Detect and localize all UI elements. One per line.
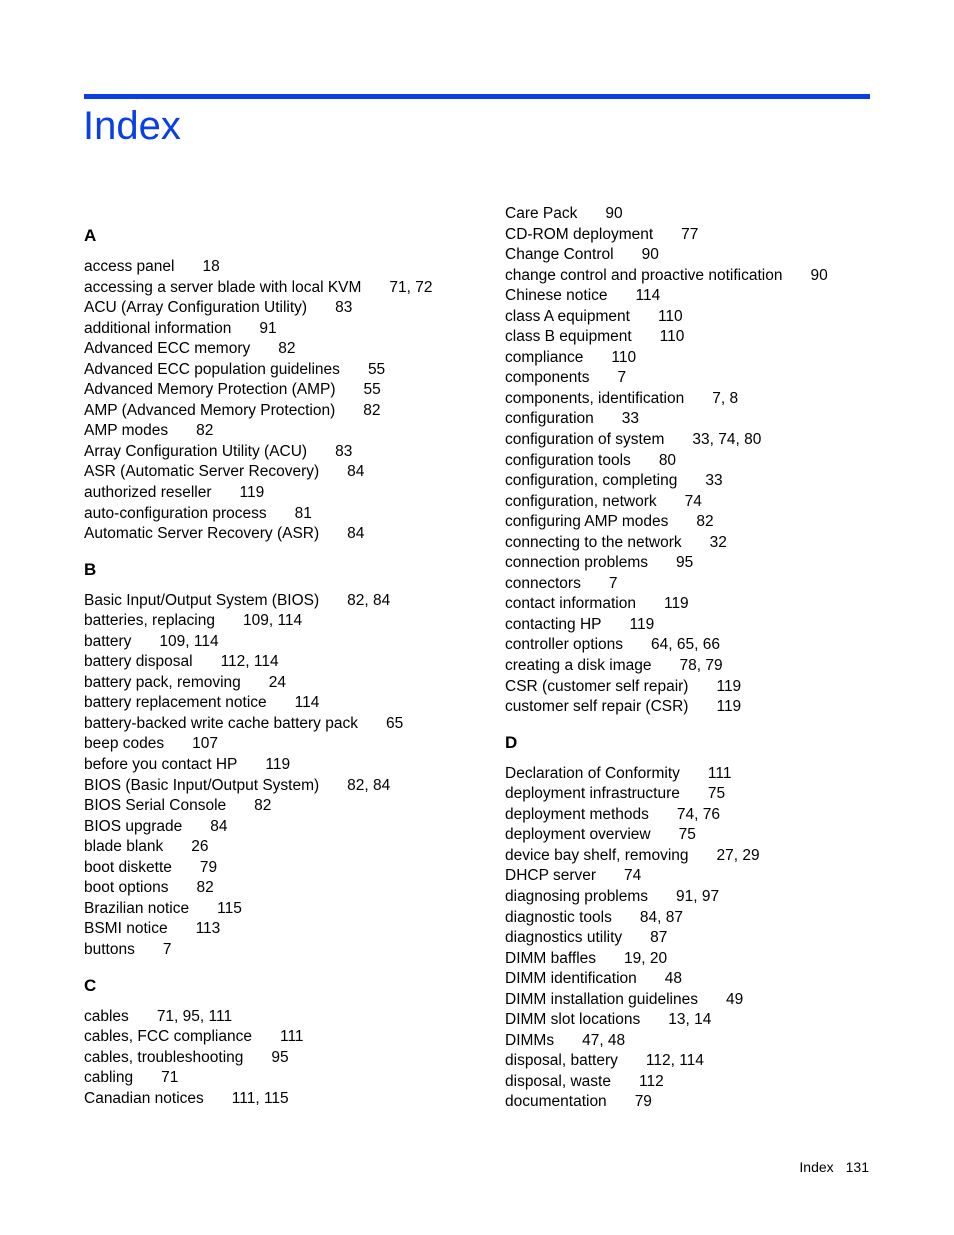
index-page-refs: 80 [658, 451, 677, 469]
index-term: Declaration of Conformity [505, 764, 680, 782]
index-page-refs: 55 [363, 381, 381, 399]
index-entry [84, 298, 484, 319]
footer-page-number: 131 [845, 1159, 869, 1175]
index-term: battery disposal [84, 653, 193, 671]
index-term: battery pack, removing [84, 673, 241, 691]
index-entry [84, 462, 484, 483]
index-term: accessing a server blade with local KVM [84, 278, 362, 296]
index-term: cabling [84, 1069, 134, 1087]
index-entry [505, 492, 905, 513]
index-term: CSR (customer self repair) [505, 677, 689, 695]
index-page-refs: 119 [663, 595, 689, 613]
section-letter-a: A [84, 226, 97, 245]
index-term: DIMM slot locations [505, 1011, 641, 1029]
index-page-refs: 82 [363, 401, 381, 419]
index-term: BIOS Serial Console [84, 797, 227, 815]
index-term: connection problems [505, 554, 649, 572]
index-term: beep codes [84, 735, 165, 753]
index-page-refs: 84 [210, 817, 228, 835]
index-entry [505, 887, 905, 908]
index-entry-list [84, 591, 484, 961]
index-entry [505, 409, 905, 430]
index-entry [505, 512, 905, 533]
index-entry [505, 866, 905, 887]
index-entry [84, 673, 484, 694]
index-page-refs: 33 [621, 410, 640, 428]
index-page-refs: 83 [335, 442, 353, 460]
index-entry [505, 805, 905, 826]
index-page-refs: 91 [259, 319, 277, 337]
index-term: boot options [84, 879, 169, 897]
index-entry [505, 286, 905, 307]
index-page-refs: 55 [367, 360, 386, 378]
index-entry [505, 368, 905, 389]
index-page-refs: 107 [192, 735, 219, 753]
index-page-refs: 75 [678, 826, 696, 844]
index-page-refs: 114 [294, 694, 320, 712]
index-page-refs: 111 [707, 764, 732, 782]
index-entry [505, 225, 905, 246]
index-entry [84, 878, 484, 899]
index-term: device bay shelf, removing [505, 846, 689, 864]
index-term: cables [84, 1007, 129, 1025]
index-entry [505, 969, 905, 990]
index-term: BSMI notice [84, 920, 168, 938]
index-term: customer self repair (CSR) [505, 698, 689, 716]
index-term: auto-configuration process [84, 504, 267, 522]
index-entry [84, 632, 484, 653]
index-entry [505, 949, 905, 970]
index-term: diagnosing problems [505, 887, 649, 905]
index-term: Care Pack [505, 205, 578, 222]
index-term: configuration [505, 410, 594, 428]
index-page-refs: 110 [659, 328, 685, 346]
index-entry [505, 204, 905, 225]
index-entry [84, 442, 484, 463]
index-term: disposal, battery [505, 1052, 618, 1070]
index-page-refs: 79 [199, 858, 218, 876]
index-page-refs: 84 [347, 463, 365, 481]
index-entry [84, 755, 484, 776]
index-term: Basic Input/Output System (BIOS) [84, 591, 320, 609]
index-entry [505, 574, 905, 595]
index-entry [84, 1089, 484, 1110]
index-page-refs: 19, 20 [624, 949, 668, 967]
index-entry [505, 430, 905, 451]
index-page-refs: 90 [605, 205, 623, 222]
index-term: diagnostic tools [505, 908, 612, 926]
index-entry [505, 327, 905, 348]
index-entry [84, 524, 484, 545]
index-term: configuring AMP modes [505, 513, 669, 531]
index-term: deployment methods [505, 805, 649, 823]
index-page-refs: 32 [709, 533, 727, 551]
index-term: buttons [84, 940, 135, 958]
index-entry [84, 257, 484, 278]
index-term: AMP (Advanced Memory Protection) [84, 401, 336, 419]
index-entry [84, 591, 484, 612]
index-entry [505, 307, 905, 328]
index-entry [505, 1031, 905, 1052]
index-term: access panel [84, 258, 175, 275]
index-term: DIMM installation guidelines [505, 990, 698, 1008]
index-column-right [505, 204, 905, 1125]
index-page-refs: 71 [161, 1069, 179, 1087]
index-term: ACU (Array Configuration Utility) [84, 299, 308, 317]
index-column-left [84, 223, 484, 1121]
index-entry [84, 380, 484, 401]
index-term: connecting to the network [505, 533, 682, 551]
index-entry [505, 1092, 905, 1113]
index-term: Brazilian notice [84, 899, 190, 917]
index-entry-list [505, 764, 905, 1113]
index-term: Array Configuration Utility (ACU) [84, 442, 308, 460]
index-entry [84, 940, 484, 961]
index-term: battery [84, 632, 132, 650]
index-entry [505, 825, 905, 846]
index-page-refs: 75 [707, 785, 726, 803]
index-entry [505, 990, 905, 1011]
index-page-refs: 33 [705, 472, 723, 490]
index-page-refs: 33, 74, 80 [692, 431, 762, 449]
index-page-refs: 112, 114 [220, 653, 279, 671]
index-entry [84, 1007, 484, 1028]
index-entry [84, 611, 484, 632]
index-entry [84, 919, 484, 940]
index-term: DIMMs [505, 1031, 555, 1049]
index-entry [505, 1010, 905, 1031]
index-page-refs: 81 [294, 504, 312, 522]
index-entry [505, 908, 905, 929]
index-entry [84, 278, 484, 299]
index-entry [505, 784, 905, 805]
index-entry [505, 846, 905, 867]
index-term: controller options [505, 636, 624, 654]
index-term: blade blank [84, 838, 164, 856]
index-entry [505, 266, 905, 287]
index-term: deployment overview [505, 826, 651, 844]
index-term: BIOS (Basic Input/Output System) [84, 776, 320, 794]
index-term: Canadian notices [84, 1089, 204, 1107]
index-page-refs: 79 [634, 1093, 652, 1111]
index-page-refs: 7 [617, 369, 627, 387]
index-page-refs: 71, 95, 111 [156, 1007, 233, 1025]
index-term: DHCP server [505, 867, 597, 885]
index-term: contact information [505, 595, 636, 613]
index-term: DIMM identification [505, 970, 637, 988]
index-entry [505, 677, 905, 698]
index-page-refs: 84 [347, 525, 365, 543]
index-entry [505, 348, 905, 369]
index-entry [84, 504, 484, 525]
index-page-refs: 119 [265, 756, 291, 774]
index-page-refs: 112, 114 [645, 1052, 704, 1070]
index-entry [84, 899, 484, 920]
index-page-refs: 13, 14 [668, 1011, 712, 1029]
index-term: configuration tools [505, 451, 631, 469]
section-letter-c: C [84, 975, 97, 995]
index-page-refs: 112 [638, 1072, 664, 1090]
index-page-refs: 82 [254, 797, 272, 815]
index-entry [84, 319, 484, 340]
index-page-refs: 74 [684, 492, 702, 510]
index-page-refs: 82 [196, 422, 214, 440]
index-entry [84, 401, 484, 422]
index-page-refs: 77 [681, 225, 699, 243]
index-page-refs: 18 [202, 258, 220, 275]
index-term: BIOS upgrade [84, 817, 183, 835]
index-term: CD-ROM deployment [505, 225, 654, 243]
index-term: DIMM baffles [505, 949, 597, 967]
index-term: ASR (Automatic Server Recovery) [84, 463, 320, 481]
index-page-refs: 110 [657, 307, 683, 325]
index-entry [84, 817, 484, 838]
index-page-refs: 114 [635, 287, 661, 305]
index-term: deployment infrastructure [505, 785, 680, 803]
index-page-refs: 90 [810, 266, 828, 284]
index-entry [84, 693, 484, 714]
index-term: components, identification [505, 389, 685, 407]
index-page-refs: 71, 72 [389, 278, 433, 296]
index-term: authorized reseller [84, 484, 212, 502]
index-entry [505, 764, 905, 785]
index-page-refs: 74 [624, 867, 642, 885]
index-term: creating a disk image [505, 657, 652, 675]
index-term: Advanced ECC population guidelines [84, 360, 340, 378]
index-page-refs: 24 [268, 673, 287, 691]
index-page-refs: 7, 8 [712, 389, 739, 407]
index-page-refs: 82 [696, 513, 714, 531]
index-page-refs: 119 [629, 615, 655, 633]
index-term: connectors [505, 574, 581, 592]
index-page-refs: 74, 76 [676, 805, 720, 823]
index-entry [84, 1068, 484, 1089]
index-term: configuration of system [505, 431, 665, 449]
index-entry [505, 1051, 905, 1072]
index-term: before you contact HP [84, 756, 238, 774]
index-page-refs: 113 [195, 920, 221, 938]
index-page-refs: 78, 79 [679, 657, 723, 675]
index-entry [84, 421, 484, 442]
index-entry [84, 483, 484, 504]
index-entry [505, 615, 905, 636]
index-term: class A equipment [505, 307, 630, 325]
index-entry [505, 389, 905, 410]
index-term: Advanced ECC memory [84, 340, 251, 358]
index-entry-list [505, 204, 905, 718]
index-page-refs: 111 [279, 1028, 304, 1046]
index-entry [505, 635, 905, 656]
index-term: battery-backed write cache battery pack [84, 714, 358, 732]
index-page-refs: 7 [608, 574, 618, 592]
index-page-refs: 119 [239, 484, 265, 502]
index-page-refs: 87 [650, 929, 668, 947]
index-entry [84, 360, 484, 381]
index-term: cables, troubleshooting [84, 1048, 244, 1066]
index-page-refs: 64, 65, 66 [651, 636, 720, 654]
index-entry [505, 451, 905, 472]
index-term: configuration, network [505, 492, 657, 510]
index-entry [505, 656, 905, 677]
index-term: Advanced Memory Protection (AMP) [84, 381, 336, 399]
index-page-refs: 82 [278, 340, 296, 358]
index-term: boot diskette [84, 858, 172, 876]
index-entry [84, 776, 484, 797]
index-entry [505, 471, 905, 492]
index-page-refs: 110 [611, 348, 637, 366]
index-term: documentation [505, 1093, 607, 1111]
index-page-refs: 90 [641, 246, 659, 264]
index-page-refs: 49 [725, 990, 744, 1008]
index-entry [84, 714, 484, 735]
index-term: batteries, replacing [84, 612, 215, 630]
title-rule [84, 94, 870, 99]
index-entry [84, 796, 484, 817]
index-term: change control and proactive notification [505, 266, 783, 284]
index-term: components [505, 369, 590, 387]
index-term: additional information [84, 319, 232, 337]
index-term: disposal, waste [505, 1072, 611, 1090]
index-entry [505, 245, 905, 266]
footer-label: Index [799, 1159, 834, 1175]
index-page-refs: 109, 114 [242, 612, 303, 630]
index-page-refs: 82 [196, 879, 214, 897]
index-entry [84, 1027, 484, 1048]
index-page-refs: 119 [716, 677, 742, 695]
index-page-refs: 82, 84 [347, 776, 391, 794]
index-term: configuration, completing [505, 472, 678, 490]
index-entry [84, 652, 484, 673]
index-page-refs: 84, 87 [639, 908, 683, 926]
index-page-refs: 7 [162, 940, 172, 958]
index-page-refs: 27, 29 [716, 846, 760, 864]
index-entry [84, 858, 484, 879]
index-page-refs: 115 [217, 899, 242, 917]
index-page-refs: 95 [676, 554, 694, 572]
index-entry-list [84, 1007, 484, 1110]
index-entry-list [84, 257, 484, 545]
index-term: cables, FCC compliance [84, 1028, 252, 1046]
index-entry [505, 594, 905, 615]
index-entry [84, 837, 484, 858]
index-page-refs: 109, 114 [159, 632, 219, 650]
index-page-refs: 111, 115 [231, 1089, 289, 1107]
section-letter-b: B [84, 559, 97, 579]
index-page-refs: 95 [271, 1048, 289, 1066]
index-term: Chinese notice [505, 287, 608, 305]
index-entry [84, 734, 484, 755]
index-page-refs: 83 [335, 299, 353, 317]
index-term: Change Control [505, 246, 614, 264]
index-page-refs: 91, 97 [676, 887, 720, 905]
index-entry [505, 697, 905, 718]
page-footer [799, 1157, 869, 1177]
index-term: diagnostics utility [505, 929, 623, 947]
index-term: class B equipment [505, 328, 632, 346]
section-letter-d: D [505, 732, 518, 752]
index-entry [505, 1072, 905, 1093]
index-entry [505, 553, 905, 574]
index-entry [505, 533, 905, 554]
page-title: Index [83, 104, 181, 148]
index-page-refs: 119 [716, 698, 742, 716]
index-page-refs: 26 [191, 838, 209, 856]
index-entry [505, 928, 905, 949]
index-term: Automatic Server Recovery (ASR) [84, 525, 320, 543]
index-entry [84, 1048, 484, 1069]
index-term: AMP modes [84, 422, 169, 440]
index-entry [84, 339, 484, 360]
index-page-refs: 82, 84 [347, 591, 391, 609]
index-term: battery replacement notice [84, 694, 267, 712]
index-page-refs: 47, 48 [582, 1031, 626, 1049]
index-term: compliance [505, 348, 584, 366]
index-page-refs: 65 [385, 714, 404, 732]
index-term: contacting HP [505, 615, 602, 633]
index-page-refs: 48 [664, 970, 683, 988]
